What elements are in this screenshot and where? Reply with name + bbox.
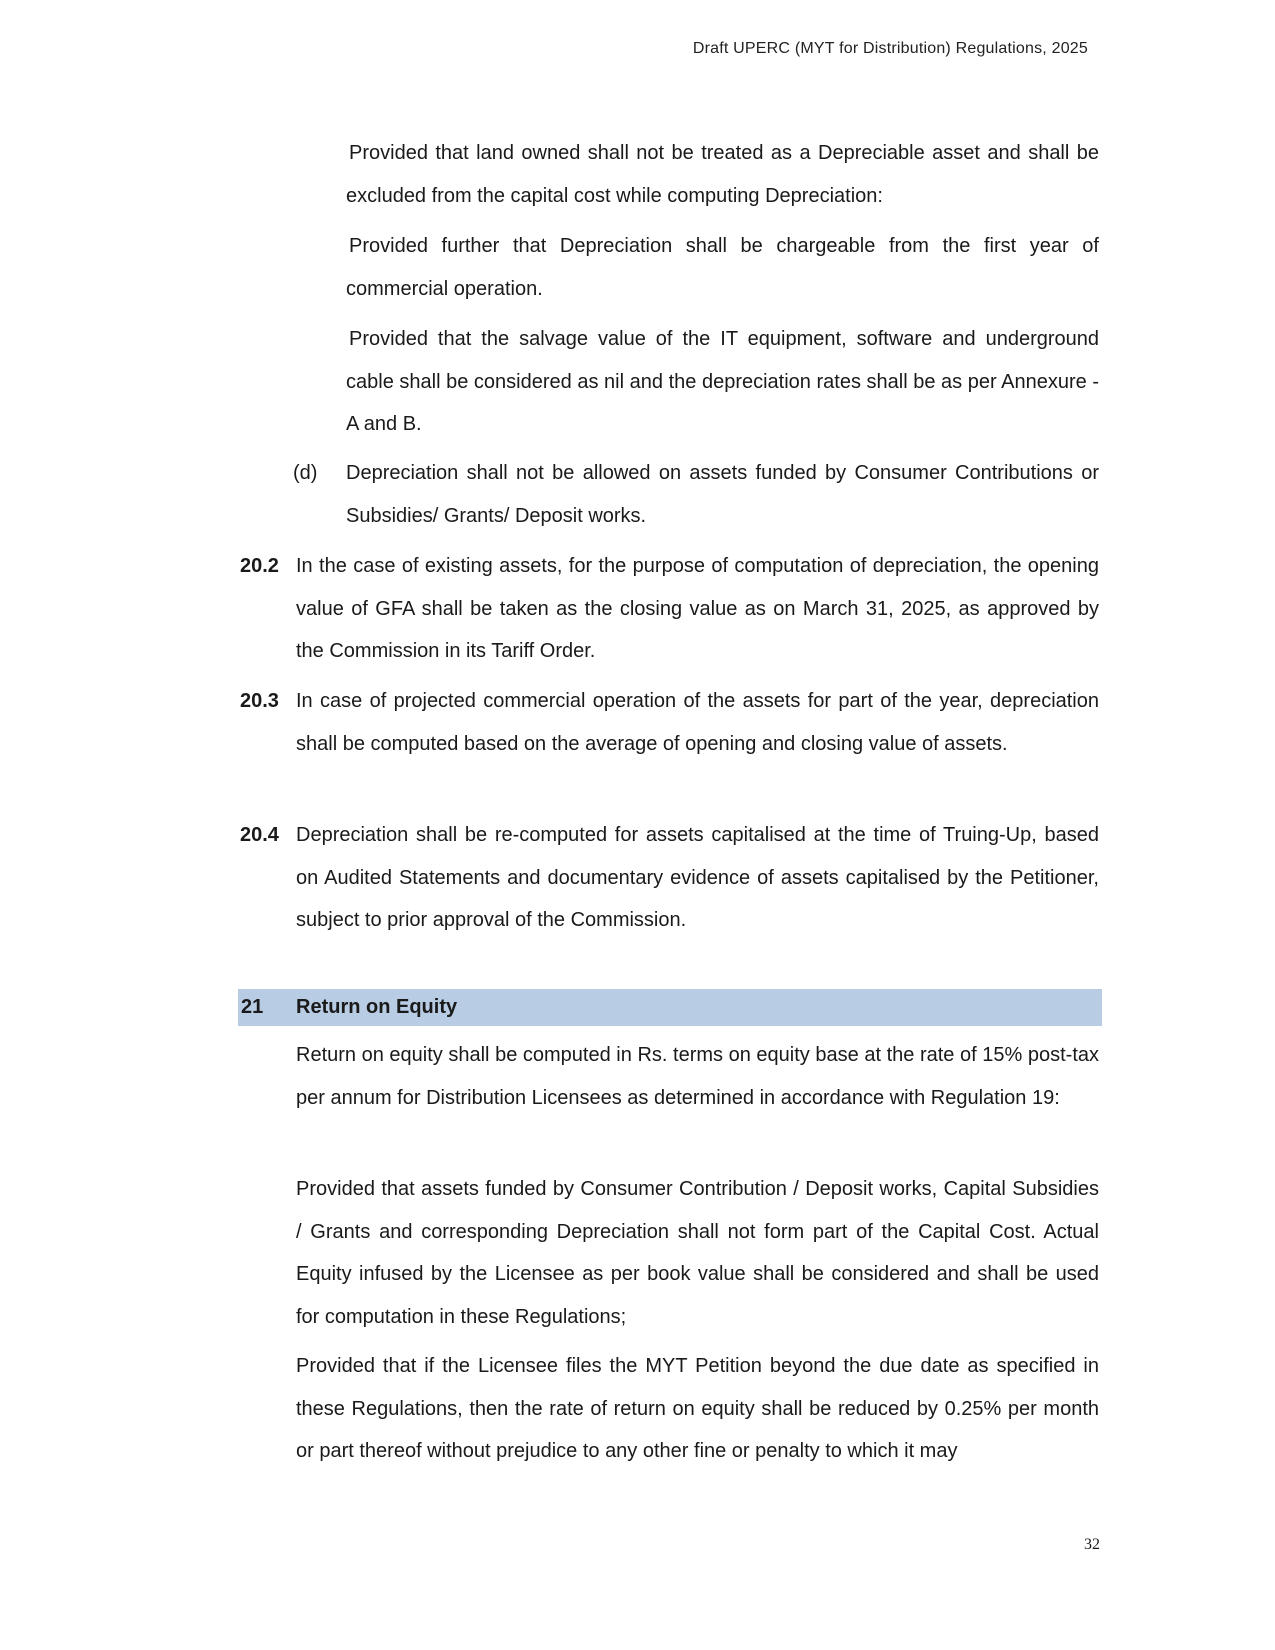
section-21-number: 21 <box>241 996 264 1018</box>
proviso-land: Provided that land owned shall not be treated as a Depreciable asset and shall be excluded from the capital cost while computing Depreciation: <box>346 142 1099 207</box>
clause-d-label: (d) <box>293 462 318 484</box>
running-header: Draft UPERC (MYT for Distribution) Regulations, 2025 <box>692 40 1088 57</box>
page-number: 32 <box>1084 1536 1100 1553</box>
clause-d-text: Depreciation shall not be allowed on assets funded by Consumer Contributions or Subsidies/ Grants/ Deposit works. <box>346 462 1099 527</box>
section-20-4-number: 20.4 <box>240 824 279 846</box>
section-21-title: Return on Equity <box>296 996 458 1018</box>
section-20-2-number: 20.2 <box>240 555 279 577</box>
section-21-paragraph-3: Provided that if the Licensee files the MYT Petition beyond the due date as specified in these Regulations, then the rate of return on equity shall be reduced by 0.25% per month or part thereof without prejudice to any other fine or penalty to which it may <box>296 1355 1099 1462</box>
proviso-depreciation-first-year: Provided further that Depreciation shall be chargeable from the first year of commercial operation. <box>346 235 1099 300</box>
section-20-4-text: Depreciation shall be re-computed for assets capitalised at the time of Truing-Up, based on Audited Statements and documentary evidence of assets capitalised by the Petitioner, subject to prior approval of the Commission. <box>296 824 1099 931</box>
section-21-paragraph-2: Provided that assets funded by Consumer Contribution / Deposit works, Capital Subsidies / Grants and corresponding Depreciation shall not form part of the Capital Cost. Actual Equity infused by the Licensee as per book value shall be considered and shall be used for computation in these Regulations; <box>296 1178 1099 1328</box>
proviso-salvage-value: Provided that the salvage value of the IT equipment, software and underground cable shall be considered as nil and the depreciation rates shall be as per Annexure - A and B. <box>346 328 1099 435</box>
section-20-3-text: In case of projected commercial operation of the assets for part of the year, depreciation shall be computed based on the average of opening and closing value of assets. <box>296 690 1099 755</box>
section-20-2-text: In the case of existing assets, for the purpose of computation of depreciation, the opening value of GFA shall be taken as the closing value as on March 31, 2025, as approved by the Commission in its Tariff Order. <box>296 555 1099 662</box>
section-20-3-number: 20.3 <box>240 690 279 712</box>
section-21-paragraph-1: Return on equity shall be computed in Rs. terms on equity base at the rate of 15% post-tax per annum for Distribution Licensees as determined in accordance with Regulation 19: <box>296 1044 1099 1109</box>
